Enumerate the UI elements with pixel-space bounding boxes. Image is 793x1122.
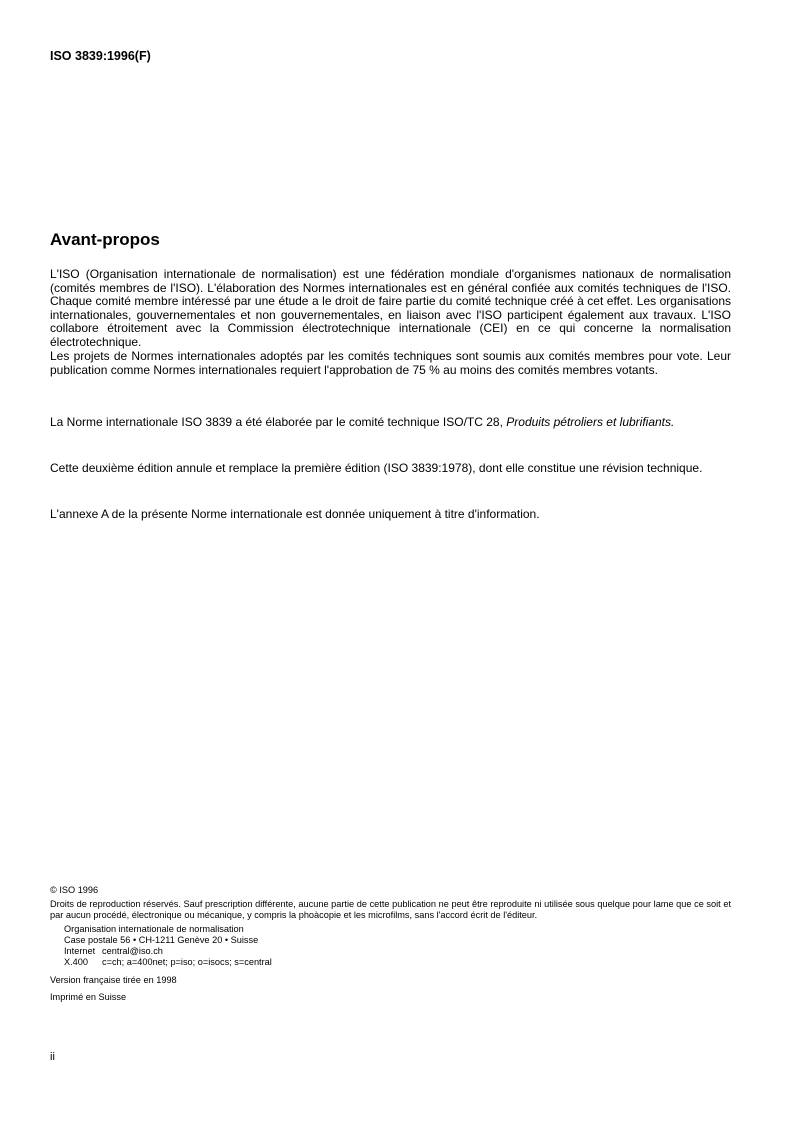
internet-email: central@iso.ch	[102, 946, 163, 956]
x400-label: X.400	[64, 957, 89, 967]
org-name: Organisation internationale de normalisation	[64, 924, 244, 934]
iso-address	[50, 924, 731, 968]
postal-address: Case postale 56 • CH-1211 Genève 20 • Suisse	[64, 935, 259, 945]
paragraph-technical-committee	[50, 416, 731, 430]
page-number: ii	[50, 1051, 55, 1063]
x400-line	[64, 957, 731, 968]
internet-label: Internet	[64, 946, 96, 956]
printed-line: Imprimé en Suisse	[50, 992, 127, 1002]
paragraph-edition: Cette deuxième édition annule et remplace la première édition (ISO 3839:1978), dont elle constitue une révision technique.	[50, 461, 703, 475]
document-id-header: ISO 3839:1996(F)	[50, 49, 151, 63]
paragraph-annex: L'annexe A de la présente Norme internationale est donnée uniquement à titre d'information.	[50, 507, 540, 521]
tc-text: La Norme internationale ISO 3839 a été élaborée par le comité technique ISO/TC 28,	[50, 415, 507, 429]
version-line: Version française tirée en 1998	[50, 975, 177, 985]
copyright-footer	[50, 885, 731, 1003]
x400-value: c=ch; a=400net; p=iso; o=isocs; s=central	[102, 957, 272, 967]
copyright-line: © ISO 1996	[50, 885, 99, 895]
paragraph-iso-intro: L'ISO (Organisation internationale de normalisation) est une fédération mondiale d'organismes nationaux de normalisation (comités membres de l'ISO). L'élaboration des Normes internationales est en général confiée aux comités techniques de l'ISO. Chaque comité membre intéressé par une étude a le droit de faire partie du comité technique créé à cet effet. Les organisations internationales, gouvernementales et non gouvernementales, en liaison avec l'ISO participent également aux travaux. L'ISO collabore étroitement avec la Commission électrotechnique internationale (CEI) en ce qui concerne la normalisation électrotechnique.	[50, 267, 731, 349]
section-title: Avant-propos	[50, 230, 160, 249]
tc-title: Produits pétroliers et lubrifiants.	[506, 415, 675, 429]
internet-line	[64, 946, 731, 957]
rights-notice: Droits de reproduction réservés. Sauf prescription différente, aucune partie de cette publication ne peut être reproduite ni utilisée sous quelque pour lame que ce soit et par aucun procédé, électronique ou mécanique, y compris la phoàcopie et les microfilms, sans l'accord écrit de l'éditeur.	[50, 899, 731, 920]
paragraph-voting: Les projets de Normes internationales adoptés par les comités techniques sont soumis aux comités membres pour vote. Leur publication comme Normes internationales requiert l'approbation de 75 % au moins des comités membres votants.	[50, 349, 731, 377]
